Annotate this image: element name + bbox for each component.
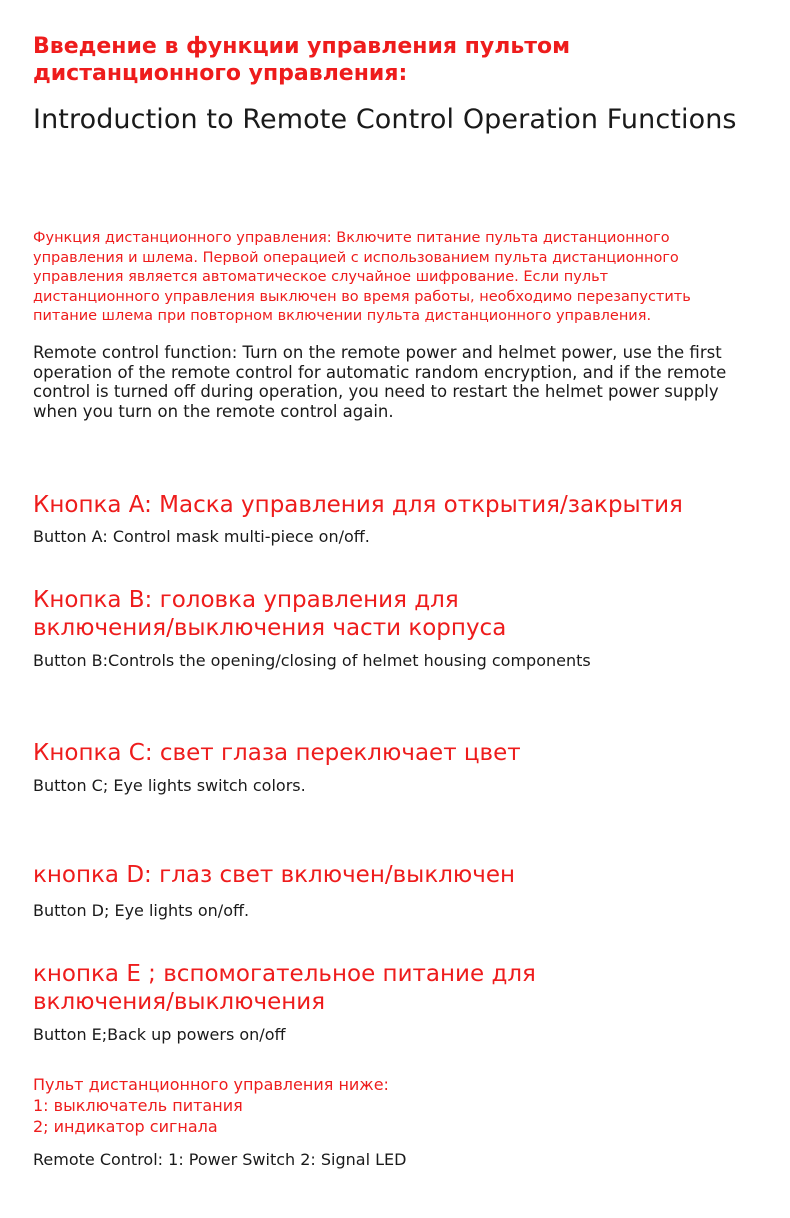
page-title-ru-line-1: Введение в функции управления пультом xyxy=(33,34,571,59)
remote-legend-ru-line: 1: выключатель питания xyxy=(33,1096,243,1115)
function-ru-line: дистанционного управления выключен во время работы, необходимо перезапустить xyxy=(33,288,691,305)
button-a-description-en: Button A: Control mask multi-piece on/off. xyxy=(33,527,370,546)
page-title-ru-line-2: дистанционного управления: xyxy=(33,61,408,86)
function-ru-line: управления и шлема. Первой операцией с использованием пульта дистанционного xyxy=(33,249,679,266)
button-b-heading-ru-line: включения/выключения части корпуса xyxy=(33,615,507,641)
function-en-line: when you turn on the remote control again. xyxy=(33,401,394,421)
button-d-description-en: Button D; Eye lights on/off. xyxy=(33,901,250,920)
button-c-heading-ru-line: Кнопка C: свет глаза переключает цвет xyxy=(33,740,521,766)
button-b-heading-ru-line: Кнопка B: головка управления для xyxy=(33,587,459,613)
remote-legend-ru-line: Пульт дистанционного управления ниже: xyxy=(33,1075,389,1094)
remote-legend-ru-line: 2; индикатор сигнала xyxy=(33,1117,218,1136)
button-e-heading-ru xyxy=(33,960,753,1016)
function-ru-line: Функция дистанционного управления: Включите питание пульта дистанционного xyxy=(33,230,670,246)
button-e-heading-ru-line: кнопка E ; вспомогательное питание для xyxy=(33,961,536,987)
button-e-heading-ru-line: включения/выключения xyxy=(33,989,326,1015)
function-en-line: control is turned off during operation, you need to restart the helmet power supply xyxy=(33,382,719,401)
button-c-description-en: Button C; Eye lights switch colors. xyxy=(33,776,306,795)
remote-legend-en: Remote Control: 1: Power Switch 2: Signal LED xyxy=(33,1150,407,1169)
button-a-heading-ru-line: Кнопка A: Маска управления для открытия/закрытия xyxy=(33,492,683,518)
function-en-line: Remote control function: Turn on the remote power and helmet power, use the first xyxy=(33,343,722,362)
button-c-heading-ru xyxy=(33,739,753,767)
function-en-line: operation of the remote control for automatic random encryption, and if the remote xyxy=(33,362,727,382)
page-title-en: Introduction to Remote Control Operation Functions xyxy=(33,104,737,135)
button-a-heading-ru xyxy=(33,491,753,519)
button-b-description-en: Button B:Controls the opening/closing of helmet housing components xyxy=(33,651,591,670)
button-d-heading-ru-line: кнопка D: глаз свет включен/выключен xyxy=(33,862,516,888)
button-d-heading-ru xyxy=(33,861,753,889)
function-description-en xyxy=(33,343,753,421)
function-ru-line: питание шлема при повторном включении пульта дистанционного управления. xyxy=(33,308,652,324)
page-title-ru xyxy=(33,33,633,87)
remote-legend-ru xyxy=(33,1074,753,1137)
function-description-ru xyxy=(33,229,753,327)
button-e-description-en: Button E;Back up powers on/off xyxy=(33,1025,286,1044)
function-ru-line: управления является автоматическое случайное шифрование. Если пульт xyxy=(33,269,609,285)
button-b-heading-ru xyxy=(33,586,753,642)
